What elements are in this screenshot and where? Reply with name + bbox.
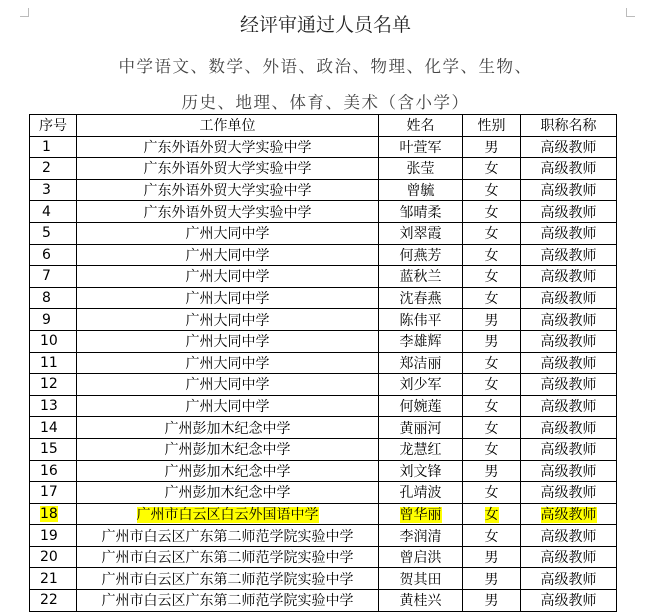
table-row [30, 179, 617, 201]
workplace-cell: 广州大同中学 [77, 395, 379, 417]
gender-cell: 男 [463, 136, 521, 158]
workplace-cell: 广州彭加木纪念中学 [77, 482, 379, 504]
title-cell: 高级教师 [521, 590, 617, 612]
gender-cell: 女 [463, 222, 521, 244]
table-row [30, 503, 617, 525]
name-cell: 李雄辉 [379, 330, 463, 352]
title-cell: 高级教师 [521, 525, 617, 547]
title-cell: 高级教师 [521, 136, 617, 158]
title-cell: 高级教师 [521, 158, 617, 180]
title-cell: 高级教师 [521, 546, 617, 568]
index-cell: 22 [30, 590, 77, 612]
gender-cell: 男 [463, 460, 521, 482]
table-row [30, 222, 617, 244]
table-row [30, 590, 617, 612]
table-header-row [30, 115, 617, 137]
name-cell: 刘少军 [379, 374, 463, 396]
gender-cell: 女 [463, 503, 521, 525]
approved-personnel-table [29, 114, 617, 612]
title-cell: 高级教师 [521, 352, 617, 374]
workplace-cell: 广州彭加木纪念中学 [77, 460, 379, 482]
subject-list-line-1: 中学语文、数学、外语、政治、物理、化学、生物、 [118, 57, 533, 76]
workplace-cell: 广州市白云区白云外国语中学 [77, 503, 379, 525]
name-cell: 何婉莲 [379, 395, 463, 417]
table-row [30, 417, 617, 439]
index-cell: 21 [30, 568, 77, 590]
name-cell: 黄丽河 [379, 417, 463, 439]
index-cell: 8 [30, 287, 77, 309]
gender-cell: 女 [463, 179, 521, 201]
gender-cell: 女 [463, 287, 521, 309]
index-cell: 14 [30, 417, 77, 439]
table-row [30, 287, 617, 309]
workplace-cell: 广东外语外贸大学实验中学 [77, 201, 379, 223]
table-row [30, 460, 617, 482]
workplace-cell: 广州大同中学 [77, 244, 379, 266]
name-cell: 叶萱军 [379, 136, 463, 158]
workplace-cell: 广州大同中学 [77, 309, 379, 331]
table-row [30, 352, 617, 374]
index-cell: 11 [30, 352, 77, 374]
gender-cell: 女 [463, 352, 521, 374]
index-cell: 18 [30, 503, 77, 525]
workplace-cell: 广州彭加木纪念中学 [77, 438, 379, 460]
workplace-cell: 广东外语外贸大学实验中学 [77, 179, 379, 201]
index-cell: 13 [30, 395, 77, 417]
workplace-cell: 广州大同中学 [77, 266, 379, 288]
gender-cell: 女 [463, 395, 521, 417]
gender-cell: 女 [463, 266, 521, 288]
workplace-cell: 广州大同中学 [77, 330, 379, 352]
gender-cell: 女 [463, 374, 521, 396]
index-cell: 17 [30, 482, 77, 504]
title-cell: 高级教师 [521, 330, 617, 352]
gender-cell: 女 [463, 201, 521, 223]
table-row [30, 525, 617, 547]
title-cell: 高级教师 [521, 482, 617, 504]
name-cell: 张莹 [379, 158, 463, 180]
workplace-cell: 广州大同中学 [77, 222, 379, 244]
title-cell: 高级教师 [521, 244, 617, 266]
title-cell: 高级教师 [521, 460, 617, 482]
title-cell: 高级教师 [521, 309, 617, 331]
table-row [30, 136, 617, 158]
index-cell: 1 [30, 136, 77, 158]
index-cell: 16 [30, 460, 77, 482]
name-cell: 陈伟平 [379, 309, 463, 331]
name-cell: 郑洁丽 [379, 352, 463, 374]
index-cell: 4 [30, 201, 77, 223]
header-index: 序号 [30, 115, 77, 137]
title-cell: 高级教师 [521, 179, 617, 201]
subject-list-line-2: 历史、地理、体育、美术（含小学） [181, 93, 470, 112]
table-row [30, 395, 617, 417]
workplace-cell: 广州大同中学 [77, 352, 379, 374]
index-cell: 10 [30, 330, 77, 352]
gender-cell: 男 [463, 568, 521, 590]
gender-cell: 女 [463, 438, 521, 460]
name-cell: 蓝秋兰 [379, 266, 463, 288]
name-cell: 龙慧红 [379, 438, 463, 460]
table-row [30, 546, 617, 568]
name-cell: 李润清 [379, 525, 463, 547]
table-row [30, 374, 617, 396]
name-cell: 曾毓 [379, 179, 463, 201]
name-cell: 孔靖波 [379, 482, 463, 504]
name-cell: 曾华丽 [379, 503, 463, 525]
document-title: 经评审通过人员名单 [239, 14, 411, 36]
table-row [30, 158, 617, 180]
name-cell: 邹晴柔 [379, 201, 463, 223]
title-cell: 高级教师 [521, 201, 617, 223]
workplace-cell: 广州市白云区广东第二师范学院实验中学 [77, 590, 379, 612]
index-cell: 9 [30, 309, 77, 331]
table-row [30, 330, 617, 352]
gender-cell: 女 [463, 158, 521, 180]
index-cell: 6 [30, 244, 77, 266]
workplace-cell: 广州市白云区广东第二师范学院实验中学 [77, 568, 379, 590]
gender-cell: 女 [463, 417, 521, 439]
name-cell: 何燕芳 [379, 244, 463, 266]
index-cell: 2 [30, 158, 77, 180]
title-cell: 高级教师 [521, 568, 617, 590]
title-cell: 高级教师 [521, 438, 617, 460]
index-cell: 3 [30, 179, 77, 201]
name-cell: 刘文锋 [379, 460, 463, 482]
title-cell: 高级教师 [521, 266, 617, 288]
gender-cell: 女 [463, 525, 521, 547]
title-cell: 高级教师 [521, 287, 617, 309]
table-row [30, 568, 617, 590]
title-cell: 高级教师 [521, 503, 617, 525]
table-row [30, 244, 617, 266]
table-row [30, 438, 617, 460]
header-title: 职称名称 [521, 115, 617, 137]
title-cell: 高级教师 [521, 395, 617, 417]
workplace-cell: 广州大同中学 [77, 287, 379, 309]
workplace-cell: 广州大同中学 [77, 374, 379, 396]
gender-cell: 男 [463, 590, 521, 612]
index-cell: 5 [30, 222, 77, 244]
header-gender: 性别 [463, 115, 521, 137]
workplace-cell: 广州彭加木纪念中学 [77, 417, 379, 439]
gender-cell: 女 [463, 482, 521, 504]
table-row [30, 266, 617, 288]
header-name: 姓名 [379, 115, 463, 137]
workplace-cell: 广东外语外贸大学实验中学 [77, 136, 379, 158]
title-cell: 高级教师 [521, 417, 617, 439]
index-cell: 7 [30, 266, 77, 288]
gender-cell: 女 [463, 244, 521, 266]
gender-cell: 男 [463, 546, 521, 568]
table-row [30, 482, 617, 504]
workplace-cell: 广州市白云区广东第二师范学院实验中学 [77, 525, 379, 547]
index-cell: 20 [30, 546, 77, 568]
index-cell: 15 [30, 438, 77, 460]
index-cell: 12 [30, 374, 77, 396]
name-cell: 贺其田 [379, 568, 463, 590]
name-cell: 刘翠霞 [379, 222, 463, 244]
workplace-cell: 广东外语外贸大学实验中学 [77, 158, 379, 180]
gender-cell: 男 [463, 330, 521, 352]
table-row [30, 201, 617, 223]
workplace-cell: 广州市白云区广东第二师范学院实验中学 [77, 546, 379, 568]
table-row [30, 309, 617, 331]
title-cell: 高级教师 [521, 374, 617, 396]
name-cell: 沈春燕 [379, 287, 463, 309]
title-cell: 高级教师 [521, 222, 617, 244]
index-cell: 19 [30, 525, 77, 547]
name-cell: 曾启洪 [379, 546, 463, 568]
gender-cell: 男 [463, 309, 521, 331]
header-workplace: 工作单位 [77, 115, 379, 137]
name-cell: 黄桂兴 [379, 590, 463, 612]
